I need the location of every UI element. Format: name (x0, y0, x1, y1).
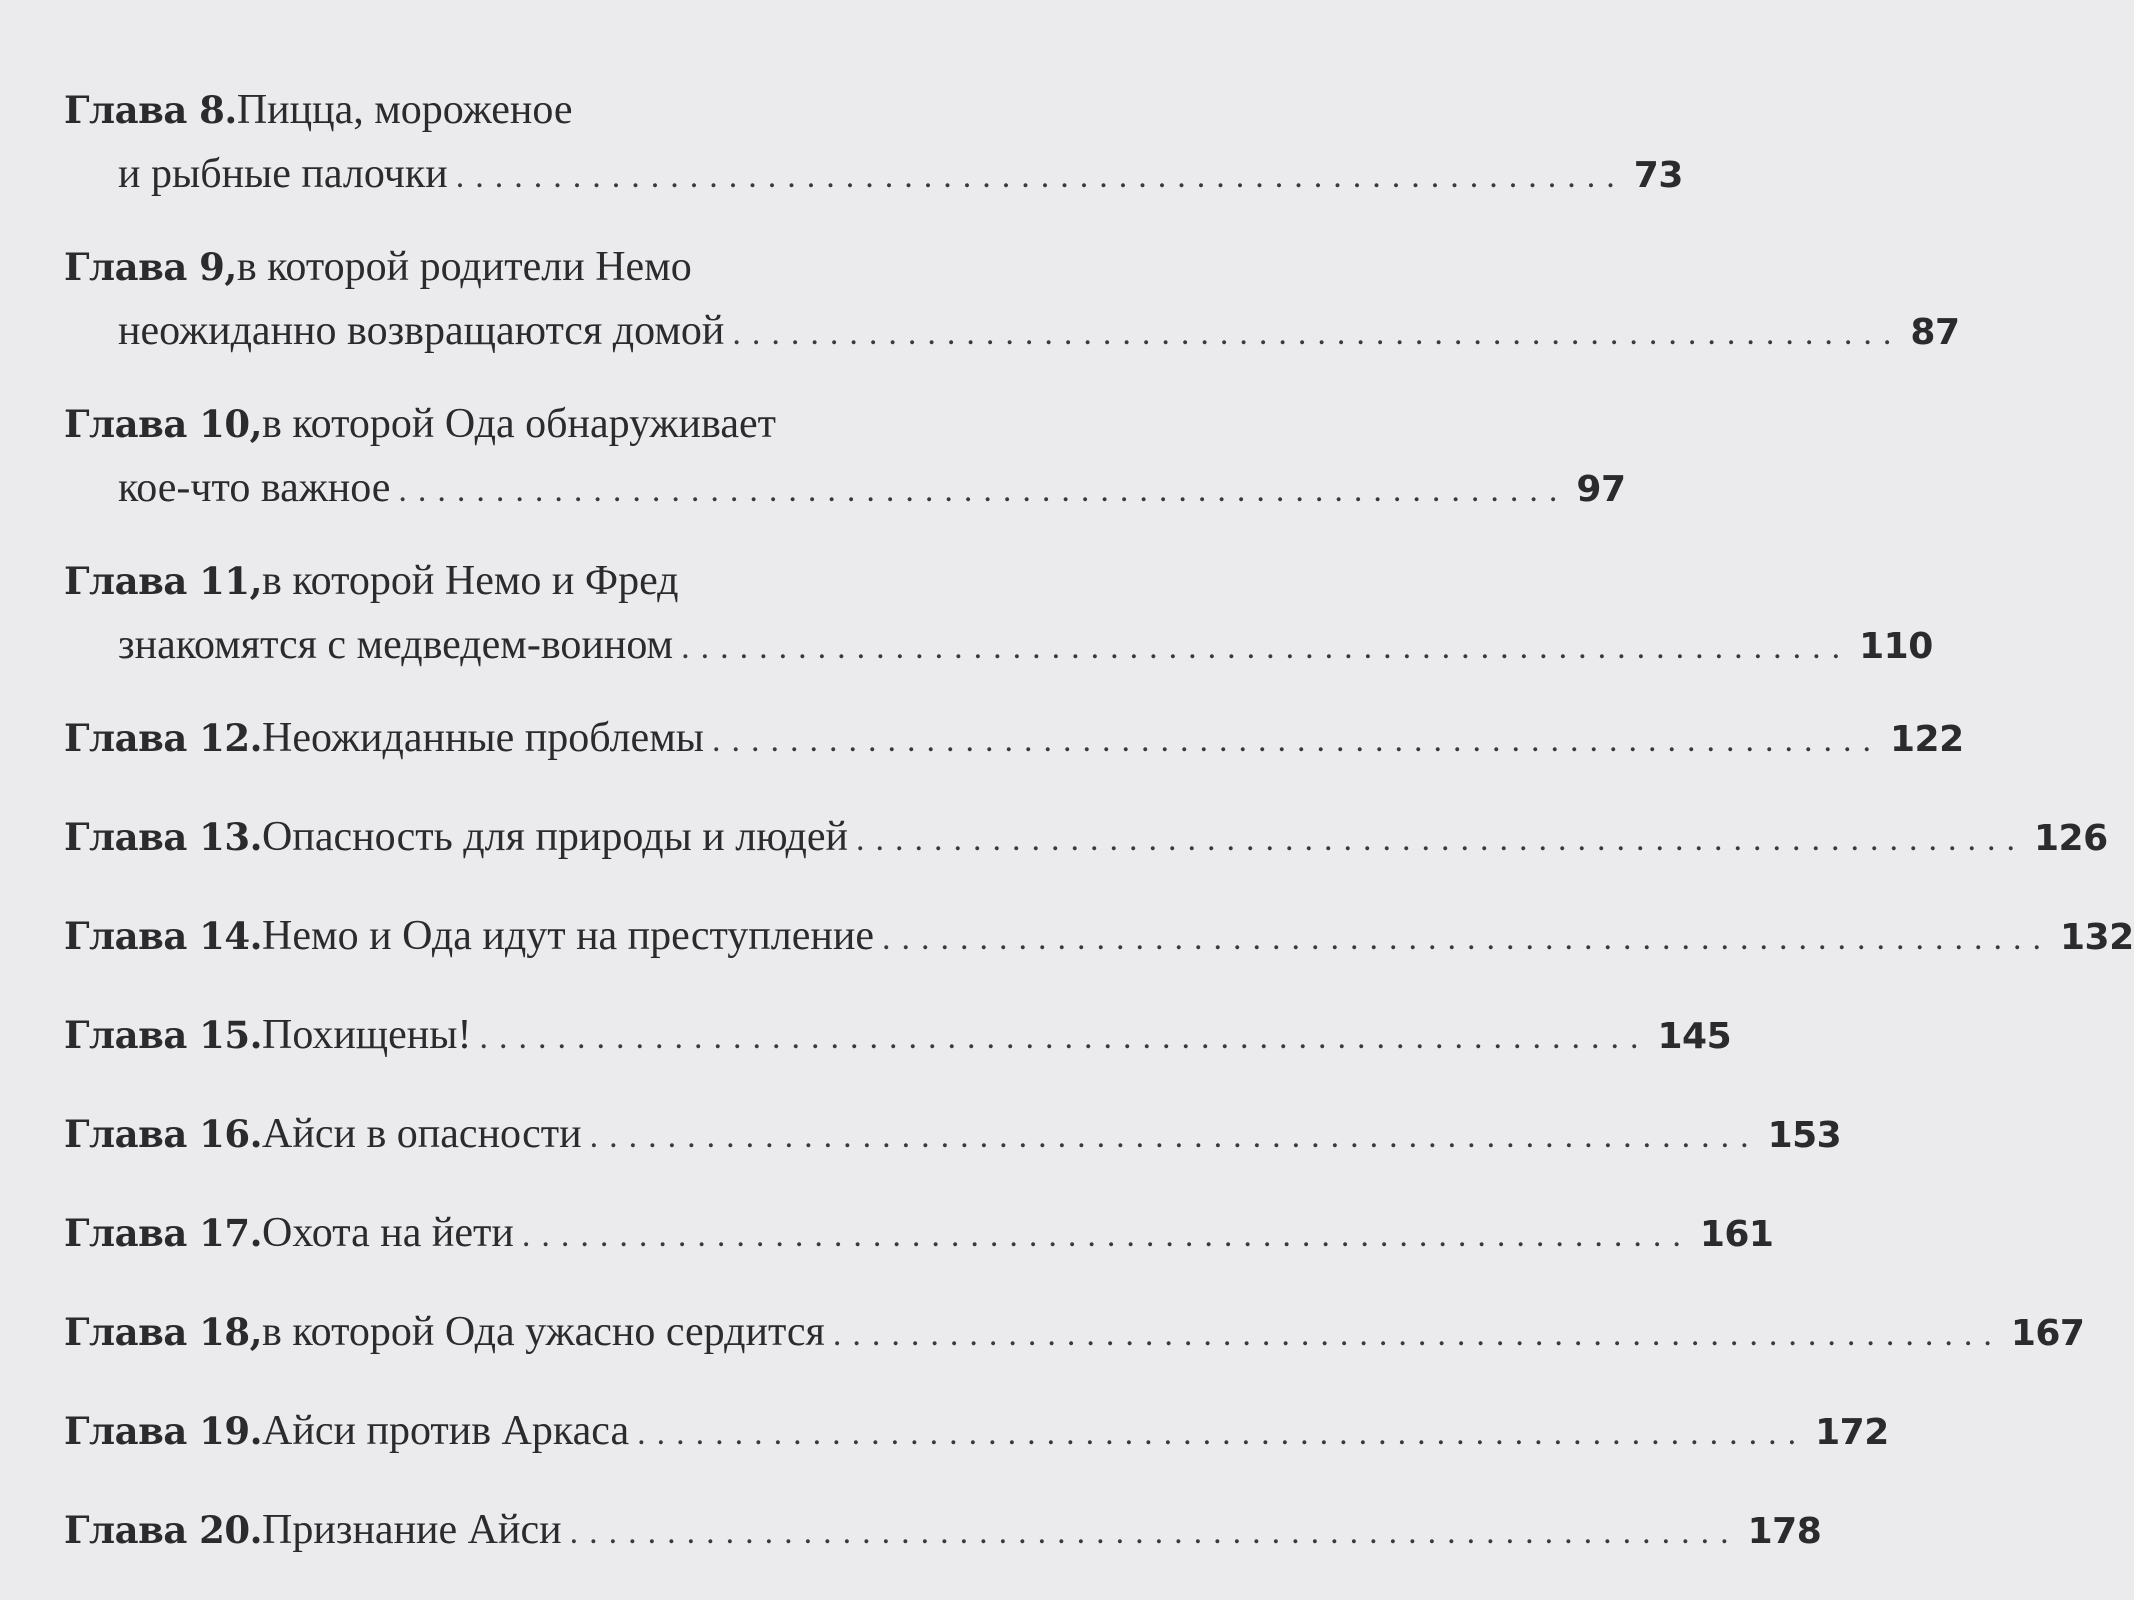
toc-entry-chapter-10 (64, 392, 1626, 523)
toc-entry-chapter-13 (64, 805, 2108, 872)
toc-entry-chapter-8 (64, 78, 1683, 209)
page-number: 161 (1699, 1214, 1774, 1255)
page-number: 122 (1890, 719, 1964, 760)
toc-entry-chapter-17 (64, 1201, 1774, 1268)
dot-leader: ............................................................ (855, 821, 2026, 858)
page-number: 73 (1633, 155, 1683, 196)
dot-leader: ............................................................ (589, 1118, 1760, 1155)
page-number: 153 (1767, 1115, 1842, 1156)
dot-leader: ............................................................ (681, 629, 1852, 666)
chapter-title-continued: и рыбные палочки (118, 151, 448, 197)
dot-leader: ............................................................ (455, 158, 1626, 195)
chapter-title: Охота на йети (262, 1210, 514, 1256)
chapter-label: Глава 17. (64, 1211, 263, 1255)
chapter-title-continued: неожиданно возвращаются домой (118, 308, 725, 354)
toc-entry-chapter-18 (64, 1300, 2085, 1367)
chapter-title-continued: кое-что важное (118, 465, 391, 511)
chapter-title: Неожиданные проблемы (262, 715, 704, 761)
chapter-title: в которой Ода обнаруживает (262, 401, 776, 447)
chapter-title: Немо и Ода идут на преступление (262, 913, 874, 959)
toc-entry-chapter-16 (64, 1102, 1842, 1169)
chapter-label: Глава 15. (64, 1013, 263, 1057)
dot-leader: ............................................................ (398, 472, 1569, 509)
chapter-label: Глава 9, (64, 245, 237, 289)
chapter-label: Глава 11, (64, 559, 263, 603)
page-number: 126 (2033, 818, 2108, 859)
chapter-label: Глава 16. (64, 1112, 263, 1156)
toc-entry-chapter-12 (64, 706, 1964, 773)
toc-entry-chapter-11 (64, 549, 1933, 680)
chapter-title: в которой Немо и Фред (262, 558, 679, 604)
page-number: 110 (1859, 626, 1933, 667)
page-number: 145 (1657, 1016, 1732, 1057)
chapter-title: Признание Айси (262, 1507, 562, 1553)
page-number: 87 (1910, 312, 1960, 353)
toc-entry-chapter-14 (64, 904, 2134, 971)
chapter-label: Глава 8. (64, 88, 237, 132)
toc-entry-chapter-20 (64, 1498, 1822, 1565)
dot-leader: ............................................................ (479, 1019, 1650, 1056)
page-number: 172 (1815, 1412, 1889, 1453)
chapter-label: Глава 13. (64, 815, 263, 859)
chapter-title: в которой Ода ужасно сердится (262, 1309, 825, 1355)
page-number: 178 (1747, 1511, 1822, 1552)
chapter-title: Айси против Аркаса (262, 1408, 630, 1454)
chapter-label: Глава 12. (64, 716, 263, 760)
toc-entry-chapter-19 (64, 1399, 1889, 1466)
chapter-label: Глава 20. (64, 1508, 263, 1552)
chapter-label: Глава 10, (64, 402, 263, 446)
dot-leader: ............................................................ (881, 920, 2052, 957)
chapter-title: в которой родители Немо (236, 244, 692, 290)
chapter-title: Опасность для природы и людей (262, 814, 848, 860)
chapter-label: Глава 19. (64, 1409, 263, 1453)
table-of-contents (64, 78, 2134, 1597)
chapter-label: Глава 14. (64, 914, 263, 958)
dot-leader: ............................................................ (832, 1316, 2003, 1353)
dot-leader: ............................................................ (732, 315, 1903, 352)
toc-entry-chapter-9 (64, 235, 1960, 366)
chapter-title: Айси в опасности (262, 1111, 582, 1157)
chapter-title: Похищены! (262, 1012, 472, 1058)
page-number: 97 (1576, 469, 1626, 510)
chapter-title: Пицца, мороженое (236, 87, 573, 133)
dot-leader: ............................................................ (521, 1217, 1692, 1254)
dot-leader: ............................................................ (569, 1514, 1740, 1551)
toc-entry-chapter-15 (64, 1003, 1732, 1070)
chapter-title-continued: знакомятся с медведем-воином (118, 622, 674, 668)
chapter-label: Глава 18, (64, 1310, 263, 1354)
dot-leader: ............................................................ (712, 722, 1882, 759)
dot-leader: ............................................................ (637, 1415, 1808, 1452)
page-number: 132 (2059, 917, 2134, 958)
page-number: 167 (2010, 1313, 2085, 1354)
